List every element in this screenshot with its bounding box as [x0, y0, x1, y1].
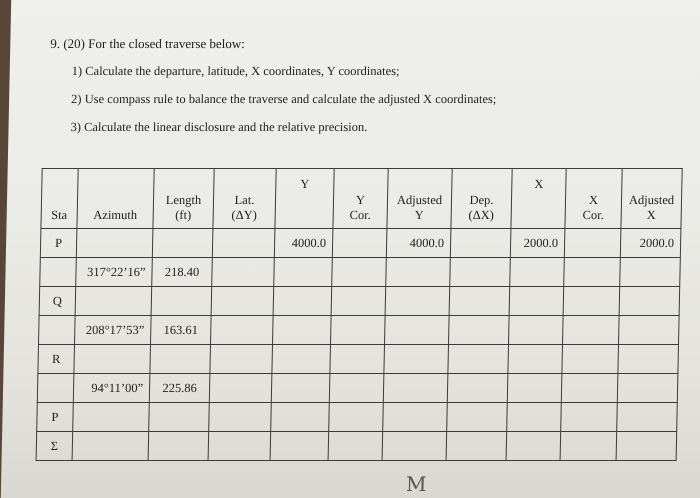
- table-row: [38, 345, 679, 374]
- station-cell: P: [40, 229, 77, 258]
- col-dep: Dep. (ΔX): [451, 169, 512, 229]
- problem-header: [48, 36, 690, 148]
- azimuth-cell: 94°11’00”: [73, 374, 150, 403]
- table-row: [38, 316, 679, 345]
- col-length: Length (ft): [153, 169, 214, 229]
- step-2: 2) Use compass rule to balance the traverse and calculate the adjusted X coordinates;: [70, 92, 497, 106]
- col-adjusted-y: Adjusted Y: [387, 169, 452, 229]
- col-y-cor: Y Cor.: [333, 169, 388, 229]
- length-cell: 163.61: [150, 316, 211, 345]
- table-row: [37, 403, 678, 432]
- start-y: 4000.0: [274, 229, 333, 258]
- traverse-table: [36, 168, 683, 461]
- station-cell: Q: [39, 287, 76, 316]
- length-cell: 225.86: [149, 374, 210, 403]
- col-x: X: [511, 169, 566, 229]
- azimuth-cell: 317°22’16”: [76, 258, 153, 287]
- table-row: [39, 287, 680, 316]
- table-row: [40, 258, 681, 287]
- col-adjusted-x: Adjusted X: [621, 169, 682, 229]
- col-x-cor: X Cor.: [565, 169, 622, 229]
- col-y: Y: [275, 169, 334, 229]
- col-sta: Sta: [41, 169, 78, 229]
- step-3: 3) Calculate the linear disclosure and the relative precision.: [70, 120, 368, 134]
- col-lat: Lat. (ΔY): [213, 169, 276, 229]
- start-x: 2000.0: [510, 229, 565, 258]
- azimuth-cell: 208°17’53”: [74, 316, 151, 345]
- header-row: [41, 169, 682, 229]
- handwritten-signature: M: [405, 472, 427, 496]
- problem-statement: 9. (20) For the closed traverse below:: [50, 36, 246, 51]
- sum-symbol: Σ: [36, 432, 73, 461]
- start-adjusted-y: 4000.0: [386, 229, 451, 258]
- sum-row: [36, 432, 677, 461]
- worksheet-paper: [1, 0, 700, 498]
- col-azimuth: Azimuth: [77, 169, 154, 229]
- table-row: [40, 229, 681, 258]
- station-cell: P: [37, 403, 74, 432]
- length-cell: 218.40: [152, 258, 213, 287]
- table-row: [37, 374, 678, 403]
- start-adjusted-x: 2000.0: [620, 229, 681, 258]
- station-cell: R: [38, 345, 75, 374]
- step-1: 1) Calculate the departure, latitude, X coordinates, Y coordinates;: [71, 64, 400, 78]
